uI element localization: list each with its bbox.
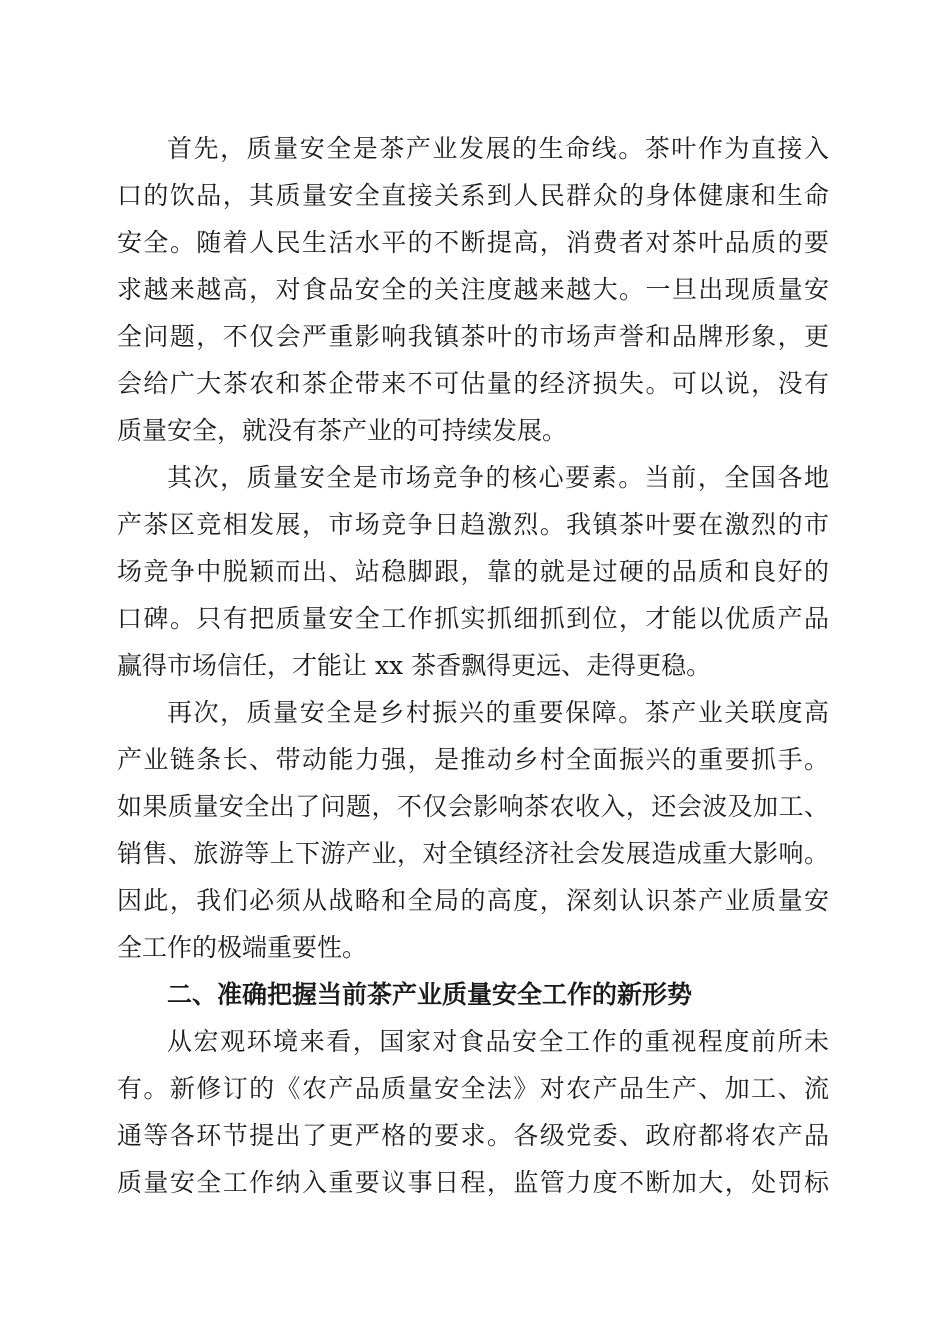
paragraph-macro-environment xyxy=(117,1018,829,1206)
paragraph-line: 赢得市场信任，才能让 xx 茶香飘得更远、走得更稳。 xyxy=(117,651,712,680)
paragraph-line: 从宏观环境来看，国家对食品安全工作的重视程度前所未 xyxy=(167,1027,829,1056)
paragraph-line: 会给广大茶农和茶企带来不可估量的经济损失。可以说，没有 xyxy=(117,369,829,398)
paragraph-line: 产茶区竞相发展，市场竞争日趋激烈。我镇茶叶要在激烈的市 xyxy=(117,510,829,539)
paragraph-line: 再次，质量安全是乡村振兴的重要保障。茶产业关联度高 xyxy=(167,698,829,727)
paragraph-line: 场竞争中脱颖而出、站稳脚跟，靠的就是过硬的品质和良好的 xyxy=(117,557,829,586)
paragraph-line: 其次，质量安全是市场竞争的核心要素。当前，全国各地 xyxy=(167,463,829,492)
document-body xyxy=(117,125,829,1206)
paragraph-line: 销售、旅游等上下游产业，对全镇经济社会发展造成重大影响。 xyxy=(117,839,829,868)
paragraph-market-competition xyxy=(117,454,829,689)
paragraph-quality-lifeline xyxy=(117,125,829,454)
paragraph-line: 全问题，不仅会严重影响我镇茶叶的市场声誉和品牌形象，更 xyxy=(117,322,829,351)
paragraph-line: 有。新修订的《农产品质量安全法》对农产品生产、加工、流 xyxy=(117,1074,829,1103)
paragraph-line: 通等各环节提出了更严格的要求。各级党委、政府都将农产品 xyxy=(117,1121,829,1150)
paragraph-line: 全工作的极端重要性。 xyxy=(117,933,368,962)
paragraph-line: 口的饮品，其质量安全直接关系到人民群众的身体健康和生命 xyxy=(117,181,829,210)
paragraph-line: 如果质量安全出了问题，不仅会影响茶农收入，还会波及加工、 xyxy=(117,792,829,821)
paragraph-line: 产业链条长、带动能力强，是推动乡村全面振兴的重要抓手。 xyxy=(117,745,829,774)
paragraph-line: 首先，质量安全是茶产业发展的生命线。茶叶作为直接入 xyxy=(167,134,829,163)
paragraph-line: 口碑。只有把质量安全工作抓实抓细抓到位，才能以优质产品 xyxy=(117,604,829,633)
paragraph-line: 因此，我们必须从战略和全局的高度，深刻认识茶产业质量安 xyxy=(117,886,829,915)
section-heading: 二、准确把握当前茶产业质量安全工作的新形势 xyxy=(167,980,693,1009)
paragraph-line: 安全。随着人民生活水平的不断提高，消费者对茶叶品质的要 xyxy=(117,228,829,257)
paragraph-line: 质量安全，就没有茶产业的可持续发展。 xyxy=(117,416,568,445)
paragraph-rural-revitalization xyxy=(117,689,829,971)
paragraph-line: 质量安全工作纳入重要议事日程，监管力度不断加大，处罚标 xyxy=(117,1168,829,1197)
paragraph-line: 求越来越高，对食品安全的关注度越来越大。一旦出现质量安 xyxy=(117,275,829,304)
